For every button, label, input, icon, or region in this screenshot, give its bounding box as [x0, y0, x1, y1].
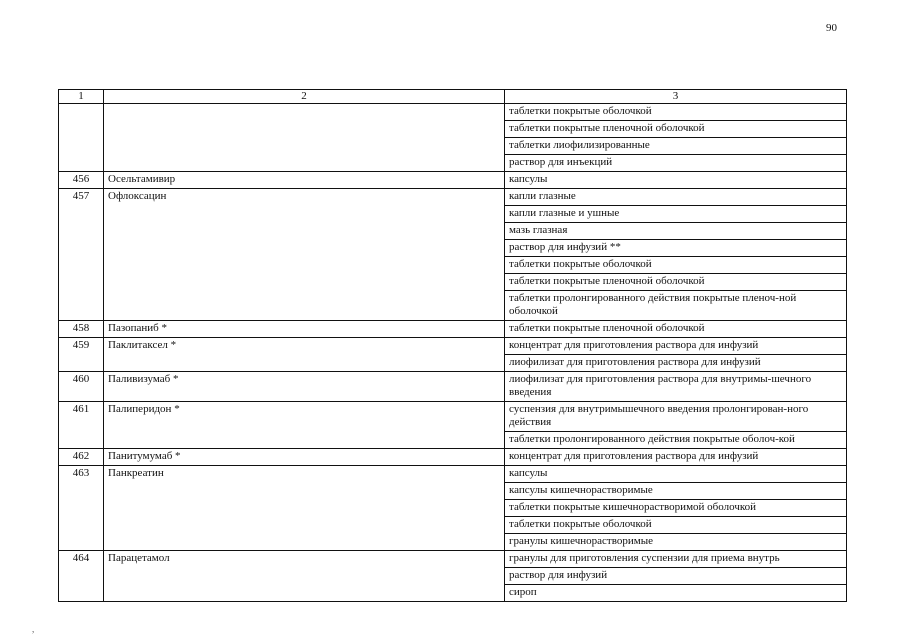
table-body [59, 104, 847, 602]
dosage-form: концентрат для приготовления раствора для инфузий [505, 449, 847, 466]
dosage-form: концентрат для приготовления раствора для инфузий [505, 338, 847, 355]
drug-name: Палиперидон * [104, 402, 505, 449]
drug-name: Паливизумаб * [104, 372, 505, 402]
dosage-form: таблетки пролонгированного действия покрытые пленоч-ной оболочкой [505, 291, 847, 321]
dosage-form: раствор для инфузий ** [505, 240, 847, 257]
drug-number: 458 [59, 321, 104, 338]
drug-name: Пазопаниб * [104, 321, 505, 338]
column-header-2: 2 [104, 90, 505, 104]
drug-number [59, 104, 104, 172]
dosage-form: таблетки покрытые пленочной оболочкой [505, 274, 847, 291]
column-header-1: 1 [59, 90, 104, 104]
dosage-form: гранулы для приготовления суспензии для приема внутрь [505, 551, 847, 568]
drug-number: 457 [59, 189, 104, 321]
dosage-form: капсулы кишечнорастворимые [505, 483, 847, 500]
table-row [59, 338, 847, 355]
scan-mark: , [32, 624, 35, 634]
drug-number: 463 [59, 466, 104, 551]
dosage-form: таблетки пролонгированного действия покрытые оболоч-кой [505, 432, 847, 449]
drug-table [58, 89, 847, 602]
dosage-form: таблетки покрытые оболочкой [505, 257, 847, 274]
dosage-form: капсулы [505, 172, 847, 189]
dosage-form: сироп [505, 585, 847, 602]
drug-name: Офлоксацин [104, 189, 505, 321]
dosage-form: таблетки покрытые оболочкой [505, 517, 847, 534]
table-header-row [59, 90, 847, 104]
drug-number: 464 [59, 551, 104, 602]
table-row [59, 402, 847, 432]
drug-number: 456 [59, 172, 104, 189]
drug-name: Парацетамол [104, 551, 505, 602]
table-row [59, 551, 847, 568]
table-row [59, 466, 847, 483]
drug-name: Паклитаксел * [104, 338, 505, 372]
dosage-form: таблетки покрытые пленочной оболочкой [505, 321, 847, 338]
dosage-form: лиофилизат для приготовления раствора для внутримы-шечного введения [505, 372, 847, 402]
dosage-form: капли глазные [505, 189, 847, 206]
dosage-form: мазь глазная [505, 223, 847, 240]
dosage-form: таблетки лиофилизированные [505, 138, 847, 155]
dosage-form: раствор для инъекций [505, 155, 847, 172]
dosage-form: суспензия для внутримышечного введения пролонгирован-ного действия [505, 402, 847, 432]
drug-name [104, 104, 505, 172]
table-row [59, 372, 847, 402]
drug-name: Панитумумаб * [104, 449, 505, 466]
drug-name: Панкреатин [104, 466, 505, 551]
dosage-form: капли глазные и ушные [505, 206, 847, 223]
dosage-form: гранулы кишечнорастворимые [505, 534, 847, 551]
drug-name: Осельтамивир [104, 172, 505, 189]
dosage-form: таблетки покрытые кишечнорастворимой оболочкой [505, 500, 847, 517]
dosage-form: капсулы [505, 466, 847, 483]
table-row [59, 449, 847, 466]
table-row [59, 104, 847, 121]
drug-number: 459 [59, 338, 104, 372]
dosage-form: таблетки покрытые пленочной оболочкой [505, 121, 847, 138]
drug-number: 462 [59, 449, 104, 466]
dosage-form: лиофилизат для приготовления раствора для инфузий [505, 355, 847, 372]
column-header-3: 3 [505, 90, 847, 104]
table-row [59, 172, 847, 189]
dosage-form: раствор для инфузий [505, 568, 847, 585]
drug-number: 460 [59, 372, 104, 402]
page-number: 90 [826, 22, 837, 34]
table-row [59, 321, 847, 338]
drug-number: 461 [59, 402, 104, 449]
dosage-form: таблетки покрытые оболочкой [505, 104, 847, 121]
table-row [59, 189, 847, 206]
